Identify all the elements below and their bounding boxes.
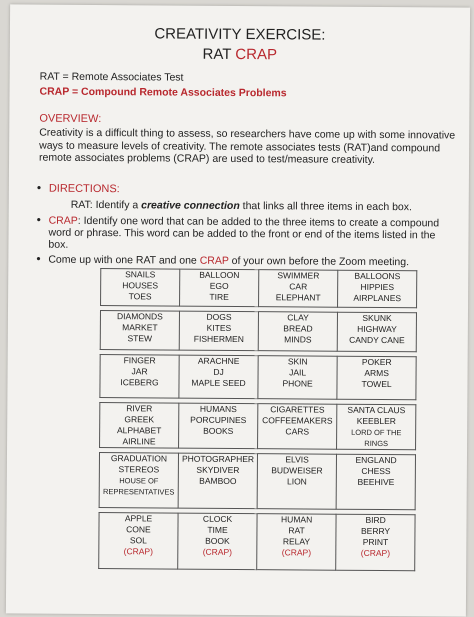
overview-text: Creativity is a difficult thing to assess, so researchers have come up with some innovative ways to measure levels of creativity. The remote associates tests (RAT)and compound remote associates problems (CRAP) are used to test/measure creativity.: [39, 126, 456, 166]
puzzle-word: BAMBOO: [199, 475, 237, 486]
puzzle-box: [100, 355, 179, 399]
puzzle-word: CARS: [285, 426, 310, 437]
puzzle-word: FINGER: [123, 355, 156, 366]
puzzle-word: SKIN: [287, 356, 308, 367]
zoom-instruction: [48, 254, 409, 269]
puzzle-word: CAR: [289, 281, 308, 292]
puzzle-word: KEEBLER: [356, 415, 396, 427]
puzzle-grid: [98, 268, 417, 571]
puzzle-word: JAR: [131, 366, 148, 377]
puzzle-word: DJ: [213, 366, 224, 377]
puzzle-box: [178, 453, 257, 509]
puzzle-word: LION: [286, 476, 307, 487]
puzzle-box: [179, 311, 258, 351]
puzzle-word: FISHERMEN: [193, 333, 244, 345]
directions-heading: DIRECTIONS:: [48, 182, 120, 196]
puzzle-word: RIVER: [126, 403, 153, 414]
puzzle-word: BOOK: [205, 535, 230, 546]
bullet-icon: •: [36, 212, 41, 227]
puzzle-word: BREAD: [283, 323, 313, 334]
puzzle-box: [336, 514, 415, 571]
puzzle-word: ARACHNE: [197, 355, 240, 367]
puzzle-word: BIRD: [365, 514, 386, 526]
puzzle-word: LORD OF THE RINGS: [351, 427, 402, 449]
puzzle-box: [99, 513, 178, 570]
rat-definition: RAT = Remote Associates Test: [39, 70, 184, 84]
puzzle-word: ELEPHANT: [275, 292, 321, 303]
puzzle-box: [337, 404, 416, 450]
puzzle-word: SNAILS: [125, 269, 156, 280]
bullet-icon: •: [36, 251, 41, 266]
puzzle-word: RAT: [288, 525, 305, 536]
puzzle-word: DIAMONDS: [117, 311, 163, 322]
grid-row: [99, 513, 415, 571]
puzzle-word: AIRPLANES: [353, 292, 402, 304]
puzzle-word: KITES: [206, 322, 232, 333]
puzzle-word: POKER: [361, 356, 392, 368]
puzzle-word: SOL: [129, 535, 147, 546]
puzzle-word: HIGHWAY: [357, 323, 397, 335]
puzzle-box: [100, 311, 179, 351]
grid-row: [100, 403, 416, 450]
worksheet-page: [6, 4, 470, 616]
puzzle-word: GRADUATION: [110, 453, 168, 464]
puzzle-word: PRINT: [362, 536, 389, 548]
puzzle-box: [180, 269, 259, 307]
puzzle-word: HOUSES: [122, 280, 159, 291]
page-subtitle: [10, 44, 470, 64]
puzzle-word: CLAY: [287, 312, 309, 323]
puzzle-word: ARMS: [364, 367, 389, 379]
puzzle-word: EGO: [209, 280, 229, 291]
puzzle-box: [258, 312, 337, 352]
puzzle-word: BERRY: [360, 525, 391, 537]
puzzle-word: ELVIS: [285, 454, 309, 465]
puzzle-box: [338, 270, 417, 308]
puzzle-box: [336, 454, 415, 510]
grid-row: [99, 453, 415, 510]
puzzle-word: TOES: [128, 291, 152, 302]
crap-definition: CRAP = Compound Remote Associates Problems: [39, 85, 287, 100]
puzzle-word: APPLE: [124, 513, 153, 524]
puzzle-word: REPRESENTATIVES: [102, 487, 175, 497]
puzzle-word: TIRE: [209, 291, 229, 302]
puzzle-word: RELAY: [282, 536, 311, 547]
puzzle-word: BUDWEISER: [271, 465, 323, 476]
puzzle-word: PHONE: [282, 378, 313, 389]
puzzle-word: PORCUPINES: [190, 414, 247, 426]
grid-row: [101, 269, 417, 308]
puzzle-word: SKUNK: [362, 312, 392, 324]
puzzle-word: (CRAP): [202, 546, 233, 557]
puzzle-word: CHESS: [361, 465, 391, 477]
puzzle-word: COFFEEMAKERS: [262, 415, 333, 426]
overview-heading: OVERVIEW:: [39, 112, 102, 126]
puzzle-word: BALLOONS: [354, 270, 401, 282]
puzzle-word: MAPLE SEED: [191, 377, 246, 389]
puzzle-word: SWIMMER: [277, 270, 320, 281]
puzzle-word: TIME: [207, 524, 228, 535]
puzzle-box: [179, 403, 258, 449]
puzzle-box: [259, 270, 338, 308]
puzzle-word: HUMANS: [199, 403, 237, 414]
puzzle-box: [99, 453, 178, 509]
rat-instruction-emphasis: creative connection: [141, 199, 240, 213]
puzzle-word: ENGLAND: [355, 454, 397, 466]
puzzle-word: CONE: [126, 524, 151, 535]
puzzle-word: BOOKS: [203, 425, 234, 436]
zoom-instruction-crap: CRAP: [199, 254, 229, 267]
puzzle-word: DOGS: [206, 311, 232, 322]
puzzle-word: BALLOON: [199, 269, 240, 281]
puzzle-box: [178, 513, 257, 570]
grid-row: [100, 311, 416, 352]
puzzle-word: (CRAP): [281, 547, 312, 558]
puzzle-word: GREEK ALPHABET: [116, 414, 162, 436]
puzzle-word: ICEBERG: [120, 377, 159, 388]
puzzle-word: CLOCK: [202, 513, 233, 524]
puzzle-box: [101, 269, 180, 307]
puzzle-word: PHOTOGRAPHER: [181, 453, 255, 465]
puzzle-word: HUMAN: [281, 514, 313, 525]
puzzle-box: [258, 356, 337, 400]
rat-instruction: [71, 199, 412, 213]
puzzle-word: CANDY CANE: [349, 334, 405, 346]
puzzle-box: [100, 403, 179, 449]
bullet-icon: •: [36, 180, 42, 195]
puzzle-word: SANTA CLAUS: [347, 404, 406, 416]
puzzle-box: [337, 312, 416, 352]
rat-instruction-suffix: that links all three items in each box.: [239, 200, 412, 214]
puzzle-word: HOUSE OF: [119, 476, 159, 486]
puzzle-box: [179, 355, 258, 399]
puzzle-word: AIRLINE: [122, 436, 156, 447]
puzzle-word: STEW: [127, 333, 153, 344]
puzzle-word: SKYDIVER: [196, 464, 240, 476]
grid-row: [100, 355, 416, 400]
page-title: CREATIVITY EXERCISE:: [154, 25, 326, 44]
puzzle-word: MARKET: [122, 322, 158, 333]
zoom-instruction-prefix: Come up with one RAT and one: [48, 253, 200, 267]
subtitle-rat: RAT: [202, 45, 232, 63]
crap-instruction-text: : Identify one word that can be added to the three items to create a compound word or phrase. This word can be added to the front or end of the items listed in the box.: [48, 214, 440, 251]
puzzle-word: JAIL: [289, 367, 307, 378]
puzzle-word: TOWEL: [361, 378, 392, 390]
puzzle-word: BEEHIVE: [357, 476, 395, 488]
puzzle-box: [258, 404, 337, 450]
puzzle-box: [337, 356, 416, 400]
crap-instruction: [48, 215, 453, 254]
puzzle-word: CIGARETTES: [270, 404, 325, 415]
puzzle-word: (CRAP): [360, 547, 391, 559]
rat-instruction-prefix: RAT: Identify a: [70, 198, 142, 212]
puzzle-box: [257, 454, 336, 510]
puzzle-word: (CRAP): [123, 546, 153, 557]
puzzle-box: [257, 514, 336, 571]
crap-instruction-label: CRAP: [48, 214, 78, 227]
subtitle-crap: CRAP: [235, 45, 278, 64]
zoom-instruction-suffix: of your own before the Zoom meeting.: [228, 254, 410, 269]
puzzle-word: MINDS: [284, 334, 312, 345]
puzzle-word: HIPPIES: [360, 281, 395, 293]
puzzle-word: STEREOS: [118, 464, 160, 475]
